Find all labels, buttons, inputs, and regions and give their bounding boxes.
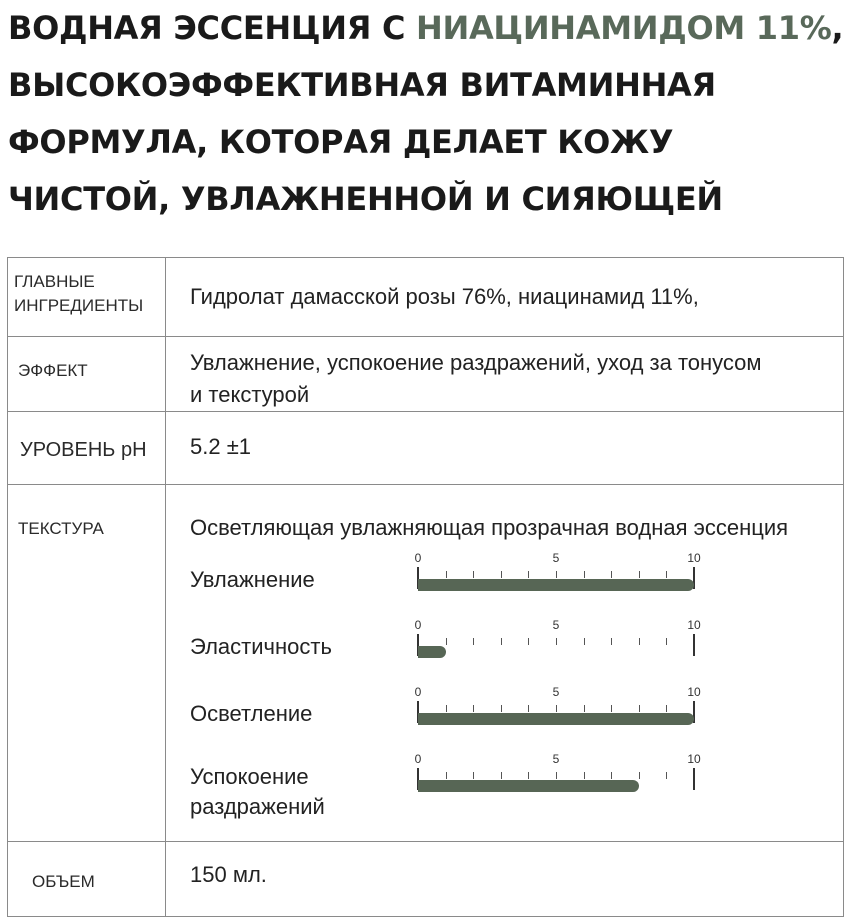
scale-tick <box>473 638 474 645</box>
scale-tick <box>584 638 585 645</box>
ingredients-value: Гидролат дамасской розы 76%, ниацинамид 11%, <box>190 284 699 309</box>
scale-tick <box>528 772 529 779</box>
spec-table <box>7 257 844 917</box>
scale-tick-label: 0 <box>414 618 422 632</box>
scale-tick-label: 0 <box>414 752 422 766</box>
spec-row-ph <box>8 412 844 485</box>
scale-tick-label: 5 <box>552 685 560 699</box>
scale-tick <box>639 705 640 712</box>
scale-tick <box>639 571 640 578</box>
scale-tick-label: 0 <box>414 685 422 699</box>
scale-tick-label: 5 <box>552 551 560 565</box>
scale-tick <box>584 772 585 779</box>
scale-tick <box>556 772 557 779</box>
scale-tick-label: 10 <box>687 752 701 766</box>
rating-row <box>190 541 843 608</box>
scale-tick <box>501 772 502 779</box>
rating-name: Осветление <box>190 701 313 726</box>
texture-value: Осветляющая увлажняющая прозрачная водная эссенция <box>190 515 789 540</box>
scale-tick <box>473 571 474 578</box>
scale-tick <box>639 772 640 779</box>
scale-tick-label: 10 <box>687 685 701 699</box>
scale-tick <box>446 772 447 779</box>
spec-label-cell <box>8 258 166 337</box>
scale-tick <box>611 705 612 712</box>
scale-tick-label: 5 <box>552 752 560 766</box>
ingredients-label-line2: ИНГРЕДИЕНТЫ <box>14 296 144 315</box>
scale-tick <box>501 705 502 712</box>
title-part-2: , ВЫСОКОЭФФЕКТИВНАЯ ВИТАМИННАЯ ФОРМУЛА, КОТОРАЯ ДЕЛАЕТ КОЖУ ЧИСТОЙ, УВЛАЖНЕННОЙ И СИЯЮЩЕЙ <box>8 9 844 218</box>
rating-scale <box>416 618 706 658</box>
ph-value: 5.2 ±1 <box>190 434 252 459</box>
scale-tick <box>446 571 447 578</box>
ingredients-label-line1: ГЛАВНЫЕ <box>14 272 95 291</box>
rating-bar <box>418 713 694 725</box>
spec-label-cell <box>8 337 166 412</box>
scale-tick <box>556 638 557 645</box>
volume-label: ОБЪЕМ <box>32 872 95 891</box>
rating-name: Эластичность <box>190 634 332 659</box>
rating-scale <box>416 685 706 725</box>
scale-tick <box>611 571 612 578</box>
scale-tick-label: 0 <box>414 551 422 565</box>
scale-tick-label: 10 <box>687 618 701 632</box>
scale-tick-label: 5 <box>552 618 560 632</box>
scale-end-line <box>693 768 695 790</box>
spec-value-cell <box>166 337 844 412</box>
spec-value-cell <box>166 842 844 917</box>
spec-value-cell <box>166 412 844 485</box>
spec-value-cell <box>166 485 844 842</box>
rating-bar <box>418 579 694 591</box>
spec-row-texture <box>8 485 844 842</box>
ratings-list <box>190 541 843 819</box>
rating-name-line2: раздражений <box>190 794 325 819</box>
ph-label: УРОВЕНЬ pH <box>20 439 147 461</box>
rating-scale <box>416 551 706 591</box>
volume-value: 150 мл. <box>190 862 267 887</box>
scale-tick <box>528 705 529 712</box>
spec-label-cell <box>8 842 166 917</box>
rating-row <box>190 608 843 675</box>
rating-row <box>190 742 843 819</box>
scale-tick <box>501 571 502 578</box>
spec-value-cell <box>166 258 844 337</box>
scale-tick <box>556 705 557 712</box>
scale-tick <box>611 638 612 645</box>
scale-tick <box>528 638 529 645</box>
scale-tick-label: 10 <box>687 551 701 565</box>
scale-tick <box>666 638 667 645</box>
scale-tick <box>666 571 667 578</box>
scale-tick <box>446 638 447 645</box>
scale-tick <box>446 705 447 712</box>
rating-name: Увлажнение <box>190 567 315 592</box>
effect-label: ЭФФЕКТ <box>18 361 88 380</box>
scale-tick <box>501 638 502 645</box>
spec-row-effect <box>8 337 844 412</box>
scale-tick <box>528 571 529 578</box>
scale-tick <box>639 638 640 645</box>
spec-label-cell <box>8 412 166 485</box>
rating-name: Успокоение <box>190 764 309 789</box>
title-accent: НИАЦИНАМИДОМ 11% <box>416 9 832 47</box>
rating-row <box>190 675 843 742</box>
scale-tick <box>611 772 612 779</box>
spec-row-ingredients <box>8 258 844 337</box>
scale-tick <box>473 705 474 712</box>
scale-tick <box>584 705 585 712</box>
rating-bar <box>418 780 639 792</box>
scale-tick <box>473 772 474 779</box>
scale-tick <box>666 772 667 779</box>
spec-row-volume <box>8 842 844 917</box>
page-title <box>8 0 844 228</box>
effect-value-line1: Увлажнение, успокоение раздражений, уход за тонусом <box>190 350 762 375</box>
rating-scale <box>416 752 706 792</box>
spec-label-cell <box>8 485 166 842</box>
effect-value-line2: и текстурой <box>190 382 310 407</box>
scale-end-line <box>693 634 695 656</box>
title-part-1: ВОДНАЯ ЭССЕНЦИЯ С <box>8 9 416 47</box>
scale-tick <box>584 571 585 578</box>
scale-tick <box>666 705 667 712</box>
rating-bar <box>418 646 446 658</box>
texture-label: ТЕКСТУРА <box>18 519 104 538</box>
scale-tick <box>556 571 557 578</box>
